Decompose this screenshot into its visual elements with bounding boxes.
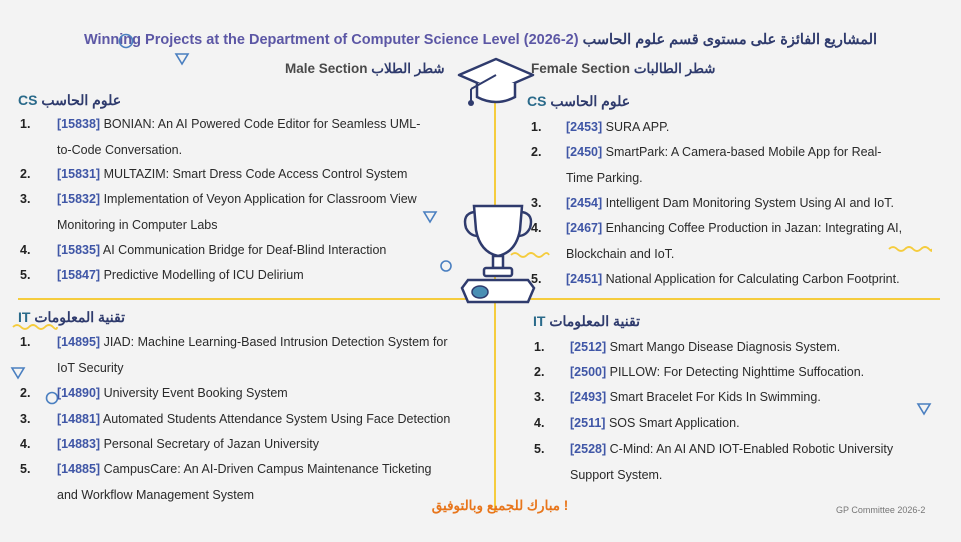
project-title: Intelligent Dam Monitoring System Using AI and IoT. bbox=[605, 196, 894, 210]
triangle-decoration-icon bbox=[916, 402, 932, 416]
category-name-ar: تقنية المعلومات bbox=[34, 309, 125, 325]
item-number: 1. bbox=[20, 117, 31, 131]
project-title: Smart Mango Disease Diagnosis System. bbox=[609, 340, 841, 354]
female-section-label-ar: شطر الطالبات bbox=[633, 61, 716, 76]
project-id: [15847] bbox=[57, 268, 101, 282]
category-code: IT bbox=[533, 313, 546, 329]
category-name-ar: علوم الحاسب bbox=[41, 92, 122, 108]
project-id: [2450] bbox=[566, 145, 603, 159]
circle-decoration-icon bbox=[117, 32, 135, 50]
project-title: Automated Students Attendance System Using Face Detection bbox=[102, 412, 451, 426]
male-it-heading bbox=[18, 309, 125, 326]
category-code: CS bbox=[18, 92, 38, 108]
title-english: Winning Projects at the Department of Computer Science Level (2026-2) bbox=[83, 32, 579, 48]
male-section-label-en: Male Section bbox=[285, 61, 368, 76]
male-section-header bbox=[285, 61, 445, 77]
project-id: [2451] bbox=[566, 272, 603, 286]
female-section-label-en: Female Section bbox=[531, 61, 631, 76]
project-id: [2500] bbox=[570, 365, 607, 379]
male-section-label-ar: شطر الطلاب bbox=[371, 61, 445, 76]
project-title-continued: to-Code Conversation. bbox=[57, 142, 183, 157]
project-id: [2454] bbox=[566, 196, 603, 210]
item-number: 1. bbox=[20, 335, 31, 349]
female-section-header bbox=[531, 61, 715, 77]
item-number: 2. bbox=[534, 365, 545, 379]
project-id: [15832] bbox=[57, 192, 101, 206]
female-it-heading bbox=[533, 313, 640, 330]
item-number: 2. bbox=[531, 145, 542, 159]
item-number: 5. bbox=[534, 442, 545, 456]
category-code: CS bbox=[527, 93, 547, 109]
triangle-decoration-icon bbox=[174, 52, 190, 66]
project-id: [2453] bbox=[566, 120, 603, 134]
project-title-continued: Blockchain and IoT. bbox=[566, 246, 675, 261]
triangle-decoration-icon bbox=[10, 366, 26, 380]
item-number: 4. bbox=[20, 437, 31, 451]
project-title-continued: Monitoring in Computer Labs bbox=[57, 217, 218, 232]
title-arabic: المشاريع الفائزة على مستوى قسم علوم الحاسب bbox=[582, 32, 878, 48]
male-cs-heading bbox=[18, 92, 121, 109]
category-code: IT bbox=[18, 309, 31, 325]
project-title: BONIAN: An AI Powered Code Editor for Seamless UML- bbox=[103, 117, 421, 131]
project-title: PILLOW: For Detecting Nighttime Suffocation. bbox=[609, 365, 865, 379]
project-id: [15831] bbox=[57, 167, 101, 181]
item-number: 1. bbox=[531, 120, 542, 134]
item-number: 3. bbox=[531, 196, 542, 210]
project-title-continued: Support System. bbox=[570, 467, 663, 482]
item-number: 2. bbox=[20, 386, 31, 400]
triangle-decoration-icon bbox=[422, 210, 438, 224]
project-id: [2528] bbox=[570, 442, 607, 456]
project-title: JIAD: Machine Learning-Based Intrusion Detection System for bbox=[103, 335, 448, 349]
project-title-continued: IoT Security bbox=[57, 360, 124, 375]
item-number: 5. bbox=[20, 268, 31, 282]
project-title: University Event Booking System bbox=[103, 386, 288, 400]
project-id: [15838] bbox=[57, 117, 101, 131]
item-number: 3. bbox=[534, 390, 545, 404]
project-title: Predictive Modelling of ICU Delirium bbox=[103, 268, 304, 282]
circle-decoration-icon bbox=[438, 258, 454, 274]
project-title: SmartPark: A Camera-based Mobile App for Real- bbox=[605, 145, 882, 159]
project-id: [14895] bbox=[57, 335, 101, 349]
project-id: [14890] bbox=[57, 386, 101, 400]
right-horizontal-divider bbox=[516, 298, 940, 300]
project-title: Smart Bracelet For Kids In Swimming. bbox=[609, 390, 821, 404]
project-title: Enhancing Coffee Production in Jazan: Integrating AI, bbox=[605, 221, 903, 235]
squiggle-decoration-icon bbox=[510, 250, 550, 260]
project-title: C-Mind: An AI AND IOT-Enabled Robotic University bbox=[609, 442, 894, 456]
category-name-ar: تقنية المعلومات bbox=[549, 313, 640, 329]
project-title: AI Communication Bridge for Deaf-Blind Interaction bbox=[102, 243, 387, 257]
item-number: 5. bbox=[531, 272, 542, 286]
project-title: National Application for Calculating Carbon Footprint. bbox=[605, 272, 900, 286]
project-title: MULTAZIM: Smart Dress Code Access Control System bbox=[103, 167, 408, 181]
committee-label: GP Committee 2026-2 bbox=[836, 505, 926, 515]
congratulations-text: مبارك للجميع وبالتوفيق ! bbox=[431, 498, 569, 513]
project-title: Implementation of Veyon Application for Classroom View bbox=[103, 192, 417, 206]
project-title: SOS Smart Application. bbox=[608, 416, 740, 430]
item-number: 4. bbox=[20, 243, 31, 257]
project-title-continued: and Workflow Management System bbox=[57, 487, 255, 502]
item-number: 2. bbox=[20, 167, 31, 181]
project-id: [2512] bbox=[570, 340, 607, 354]
project-id: [15835] bbox=[57, 243, 101, 257]
project-id: [14885] bbox=[57, 462, 101, 476]
project-id: [14881] bbox=[57, 412, 101, 426]
graduation-cap-icon bbox=[455, 55, 537, 111]
project-id: [2467] bbox=[566, 221, 603, 235]
category-name-ar: علوم الحاسب bbox=[550, 93, 631, 109]
item-number: 4. bbox=[531, 221, 542, 235]
project-id: [2511] bbox=[570, 416, 606, 430]
project-title: SURA APP. bbox=[605, 120, 670, 134]
item-number: 3. bbox=[20, 412, 31, 426]
project-id: [2493] bbox=[570, 390, 607, 404]
project-id: [14883] bbox=[57, 437, 101, 451]
item-number: 5. bbox=[20, 462, 31, 476]
page-title bbox=[0, 32, 961, 48]
project-title-continued: Time Parking. bbox=[566, 170, 643, 185]
female-cs-heading bbox=[527, 93, 630, 110]
project-title: CampusCare: An AI-Driven Campus Maintenance Ticketing bbox=[103, 462, 432, 476]
item-number: 3. bbox=[20, 192, 31, 206]
item-number: 4. bbox=[534, 416, 545, 430]
left-horizontal-divider bbox=[18, 298, 478, 300]
project-title: Personal Secretary of Jazan University bbox=[103, 437, 319, 451]
squiggle-decoration-icon bbox=[888, 244, 932, 254]
item-number: 1. bbox=[534, 340, 545, 354]
vertical-divider bbox=[494, 100, 496, 512]
